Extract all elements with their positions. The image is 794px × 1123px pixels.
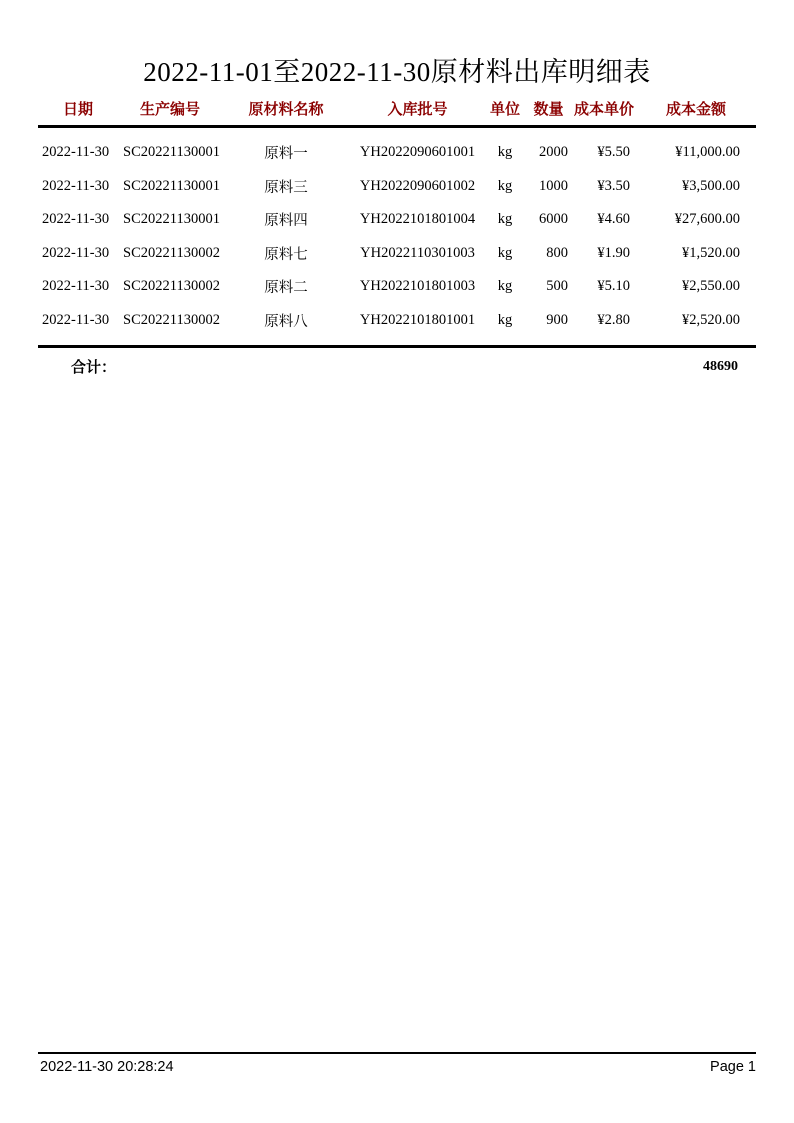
cell-unit-cost: ¥5.50 [597,144,630,161]
table-row [38,270,756,304]
cell-unit-cost: ¥4.60 [597,211,630,228]
cell-date: 2022-11-30 [42,177,110,194]
cell-date: 2022-11-30 [42,244,110,261]
table-row [38,304,756,338]
cell-unit: kg [497,177,513,194]
cell-quantity: 1000 [539,177,568,194]
table-row [38,237,756,271]
cell-production-no: SC20221130001 [123,211,220,228]
cell-material-name: 原料八 [264,313,308,330]
cell-material-name: 原料二 [264,280,308,297]
table-row [38,170,756,204]
cell-production-no: SC20221130002 [123,311,220,328]
page-footer [38,1059,756,1075]
total-divider-line [38,345,756,348]
cell-unit-cost: ¥3.50 [597,177,630,194]
cell-unit: kg [497,311,513,328]
cell-material-name: 原料七 [264,246,308,263]
cell-material-name: 原料三 [264,179,308,196]
cell-date: 2022-11-30 [42,144,110,161]
cell-batch-no: YH2022110301003 [360,244,475,261]
cell-batch-no: YH2022090601002 [359,177,476,194]
cell-cost-amount: ¥3,500.00 [682,177,740,194]
cell-unit: kg [497,278,513,295]
cell-production-no: SC20221130001 [123,177,220,194]
footer-divider-line [38,1052,756,1054]
column-header-batch-no: 入库批号 [387,102,448,118]
footer-page-number: Page 1 [710,1059,756,1075]
report-table [38,98,756,128]
cell-unit: kg [497,244,513,261]
cell-batch-no: YH2022101801001 [359,311,476,328]
cell-quantity: 800 [546,244,568,261]
cell-unit-cost: ¥1.90 [597,244,630,261]
table-body [38,136,756,337]
report-title: 2022-11-01至2022-11-30原材料出库明细表 [143,57,651,87]
cell-cost-amount: ¥11,000.00 [675,144,740,161]
cell-unit: kg [497,144,513,161]
cell-date: 2022-11-30 [42,278,110,295]
cell-cost-amount: ¥2,520.00 [682,311,740,328]
footer-timestamp: 2022-11-30 20:28:24 [40,1059,174,1075]
total-amount: 48690 [703,358,738,374]
cell-unit-cost: ¥2.80 [597,311,630,328]
cell-cost-amount: ¥2,550.00 [682,278,740,295]
cell-batch-no: YH2022090601001 [359,144,476,161]
cell-unit: kg [497,211,513,228]
cell-date: 2022-11-30 [42,211,110,228]
cell-quantity: 6000 [539,211,568,228]
cell-production-no: SC20221130001 [123,144,220,161]
cell-cost-amount: ¥27,600.00 [674,211,740,228]
table-row [38,136,756,170]
table-row [38,203,756,237]
cell-material-name: 原料一 [264,146,308,163]
table-header-row [38,98,756,128]
column-header-unit: 单位 [489,102,520,118]
cell-quantity: 2000 [539,144,568,161]
cell-production-no: SC20221130002 [123,244,220,261]
column-header-production-no: 生产编号 [139,102,200,118]
cell-cost-amount: ¥1,520.00 [682,244,740,261]
column-header-material-name: 原材料名称 [248,102,324,118]
cell-batch-no: YH2022101801004 [359,211,476,228]
cell-batch-no: YH2022101801003 [359,278,476,295]
cell-quantity: 500 [546,278,568,295]
cell-material-name: 原料四 [264,213,308,230]
cell-quantity: 900 [546,311,568,328]
column-header-unit-cost: 成本单价 [573,102,634,118]
column-header-date: 日期 [62,102,93,118]
column-header-cost-amount: 成本金额 [665,102,726,118]
total-label: 合计： [71,360,117,376]
total-row [38,356,756,377]
cell-date: 2022-11-30 [42,311,110,328]
cell-production-no: SC20221130002 [123,278,220,295]
column-header-quantity: 数量 [533,102,564,118]
cell-unit-cost: ¥5.10 [597,278,630,295]
